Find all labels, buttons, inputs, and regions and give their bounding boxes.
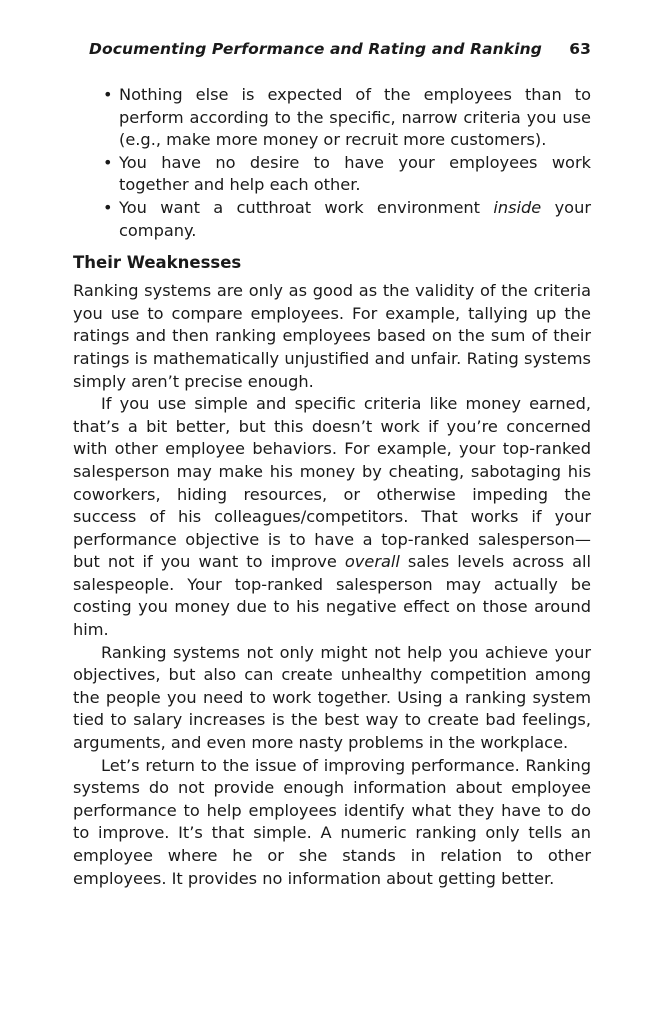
running-header [73, 40, 591, 58]
paragraph-text-after: sales levels across all salespeople. Your top-ranked salesperson may actually be costing you money due to his negative effect on those around him. [73, 552, 591, 640]
bullet-emphasis: inside [493, 197, 542, 217]
paragraph [73, 755, 591, 891]
book-page [73, 40, 591, 890]
bullet-text: Nothing else is expected of the employees than to perform according to the specific, narrow criteria you use (e.g., make more money or recruit more customers). [119, 85, 591, 150]
body-text [73, 84, 591, 890]
paragraph-text-before: If you use simple and specific criteria like money earned, that’s a bit better, but this doesn’t work if you’re concerned with other employee behaviors. For example, your top-ranked salesperson may make his money by cheating, sabotaging his coworkers, hiding resources, or otherwise impeding the success of his colleagues/competitors. That works if your performance objective is to have a top-ranked salesperson—but not if you want to improve [73, 394, 591, 572]
running-title: Documenting Performance and Rating and Ranking [89, 40, 542, 58]
bullet-text-before: You want a cutthroat work environment [119, 197, 494, 217]
paragraph [73, 393, 591, 642]
paragraph-text: Let’s return to the issue of improving performance. Ranking systems do not provide enough information about employee performance to help employees identify what they have to do to improve. It’s that simple. A numeric ranking only tells an employee where he or she stands in relation to other employees. It provides no information about getting better. [73, 755, 591, 888]
bullet-text: You have no desire to have your employees work together and help each other. [119, 152, 591, 195]
bullet-item [103, 197, 591, 242]
paragraph-text: Ranking systems are only as good as the validity of the criteria you use to compare employees. For example, tallying up the ratings and then ranking employees based on the sum of their ratings is mathematically unjustified and unfair. Rating systems simply aren’t precise enough. [73, 281, 591, 391]
bullet-item [103, 84, 591, 152]
paragraph [73, 280, 591, 393]
bullet-item [103, 152, 591, 197]
bullet-text-after: your company. [119, 197, 591, 240]
bullet-list [73, 84, 591, 242]
paragraph-text: Ranking systems not only might not help you achieve your objectives, but also can create unhealthy competition among the people you need to work together. Using a ranking system tied to salary increases is the best way to create bad feelings, arguments, and even more nasty problems in the workplace. [73, 642, 591, 753]
paragraph-emphasis: overall [344, 552, 400, 572]
section-heading: Their Weaknesses [73, 253, 242, 273]
page-number: 63 [569, 40, 591, 58]
paragraph [73, 642, 591, 755]
